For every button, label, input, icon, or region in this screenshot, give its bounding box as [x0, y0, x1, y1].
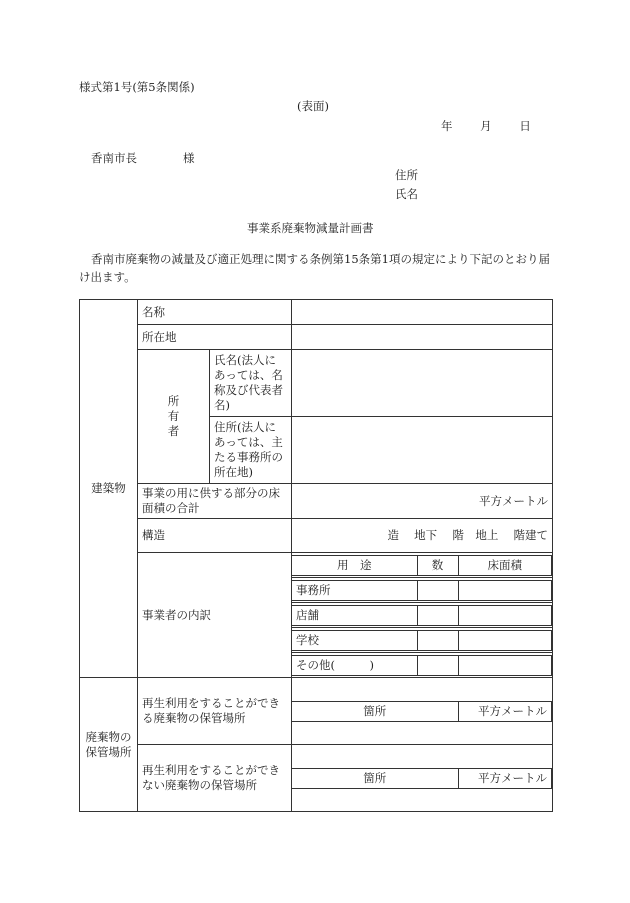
- storage-header: 廃棄物の 保管場所: [80, 678, 138, 812]
- building-header: 建築物: [80, 300, 138, 678]
- recyclable-field[interactable]: [292, 678, 553, 745]
- sqm-unit: 平方メートル: [479, 493, 548, 508]
- floor-area-label: 事業の用に供する部分の床面積の合計: [138, 484, 292, 519]
- use-other: その他( ): [292, 655, 417, 675]
- structure-field[interactable]: 造 地下 階 地上 階建て: [292, 519, 553, 553]
- count-field[interactable]: [417, 630, 458, 650]
- count-field[interactable]: [417, 580, 458, 600]
- use-store: 店舗: [292, 605, 417, 625]
- addressee: 香南市長: [91, 151, 137, 165]
- area-field[interactable]: [458, 630, 552, 650]
- recyclable-label: 再生利用をすることができる廃棄物の保管場所: [138, 678, 292, 745]
- side-label: (表面): [297, 99, 329, 113]
- floor-area-field[interactable]: [292, 484, 553, 519]
- col-use: 用 途: [292, 555, 417, 575]
- honorific: 様: [183, 151, 195, 165]
- nonrecyclable-field[interactable]: [292, 745, 553, 812]
- area-field[interactable]: [458, 605, 552, 625]
- location-field[interactable]: [292, 325, 553, 350]
- structure-label: 構造: [138, 519, 292, 553]
- document-title: 事業系廃棄物減量計画書: [247, 221, 374, 235]
- plan-table: [79, 299, 553, 812]
- intro-text: 香南市廃棄物の減量及び適正処理に関する条例第15条第1項の規定により下記のとおり届け出ます。: [79, 252, 550, 284]
- breakdown-header-row: [292, 553, 553, 578]
- places-unit: 箇所: [292, 701, 458, 721]
- date-month: 月: [480, 119, 492, 133]
- date-day: 日: [519, 119, 531, 133]
- col-count: 数: [417, 555, 458, 575]
- owner-name-field[interactable]: [292, 350, 553, 417]
- use-row-other: [292, 653, 553, 678]
- use-row-office: [292, 578, 553, 603]
- applicant-name-label: 氏名: [395, 187, 418, 201]
- breakdown-label: 事業者の内訳: [138, 553, 292, 678]
- nonrecyclable-label: 再生利用をすることができない廃棄物の保管場所: [138, 745, 292, 812]
- count-field[interactable]: [417, 655, 458, 675]
- owner-address-field[interactable]: [292, 417, 553, 484]
- owner-address-label: 住所(法人にあっては、主たる事務所の所在地): [210, 417, 292, 484]
- sqm-unit: 平方メートル: [458, 701, 552, 721]
- area-field[interactable]: [458, 580, 552, 600]
- use-office: 事務所: [292, 580, 417, 600]
- places-unit: 箇所: [292, 768, 458, 788]
- applicant-address-label: 住所: [395, 168, 418, 182]
- use-row-store: [292, 603, 553, 628]
- sqm-unit: 平方メートル: [458, 768, 552, 788]
- name-label: 名称: [138, 300, 292, 325]
- use-row-school: [292, 628, 553, 653]
- use-school: 学校: [292, 630, 417, 650]
- col-area: 床面積: [458, 555, 552, 575]
- date-year: 年: [441, 119, 453, 133]
- area-field[interactable]: [458, 655, 552, 675]
- owner-header: 所 有 者: [138, 350, 210, 484]
- location-label: 所在地: [138, 325, 292, 350]
- owner-name-label: 氏名(法人にあっては、名称及び代表者名): [210, 350, 292, 417]
- form-number: 様式第1号(第5条関係): [79, 80, 195, 94]
- date-line: [441, 121, 531, 133]
- count-field[interactable]: [417, 605, 458, 625]
- name-field[interactable]: [292, 300, 553, 325]
